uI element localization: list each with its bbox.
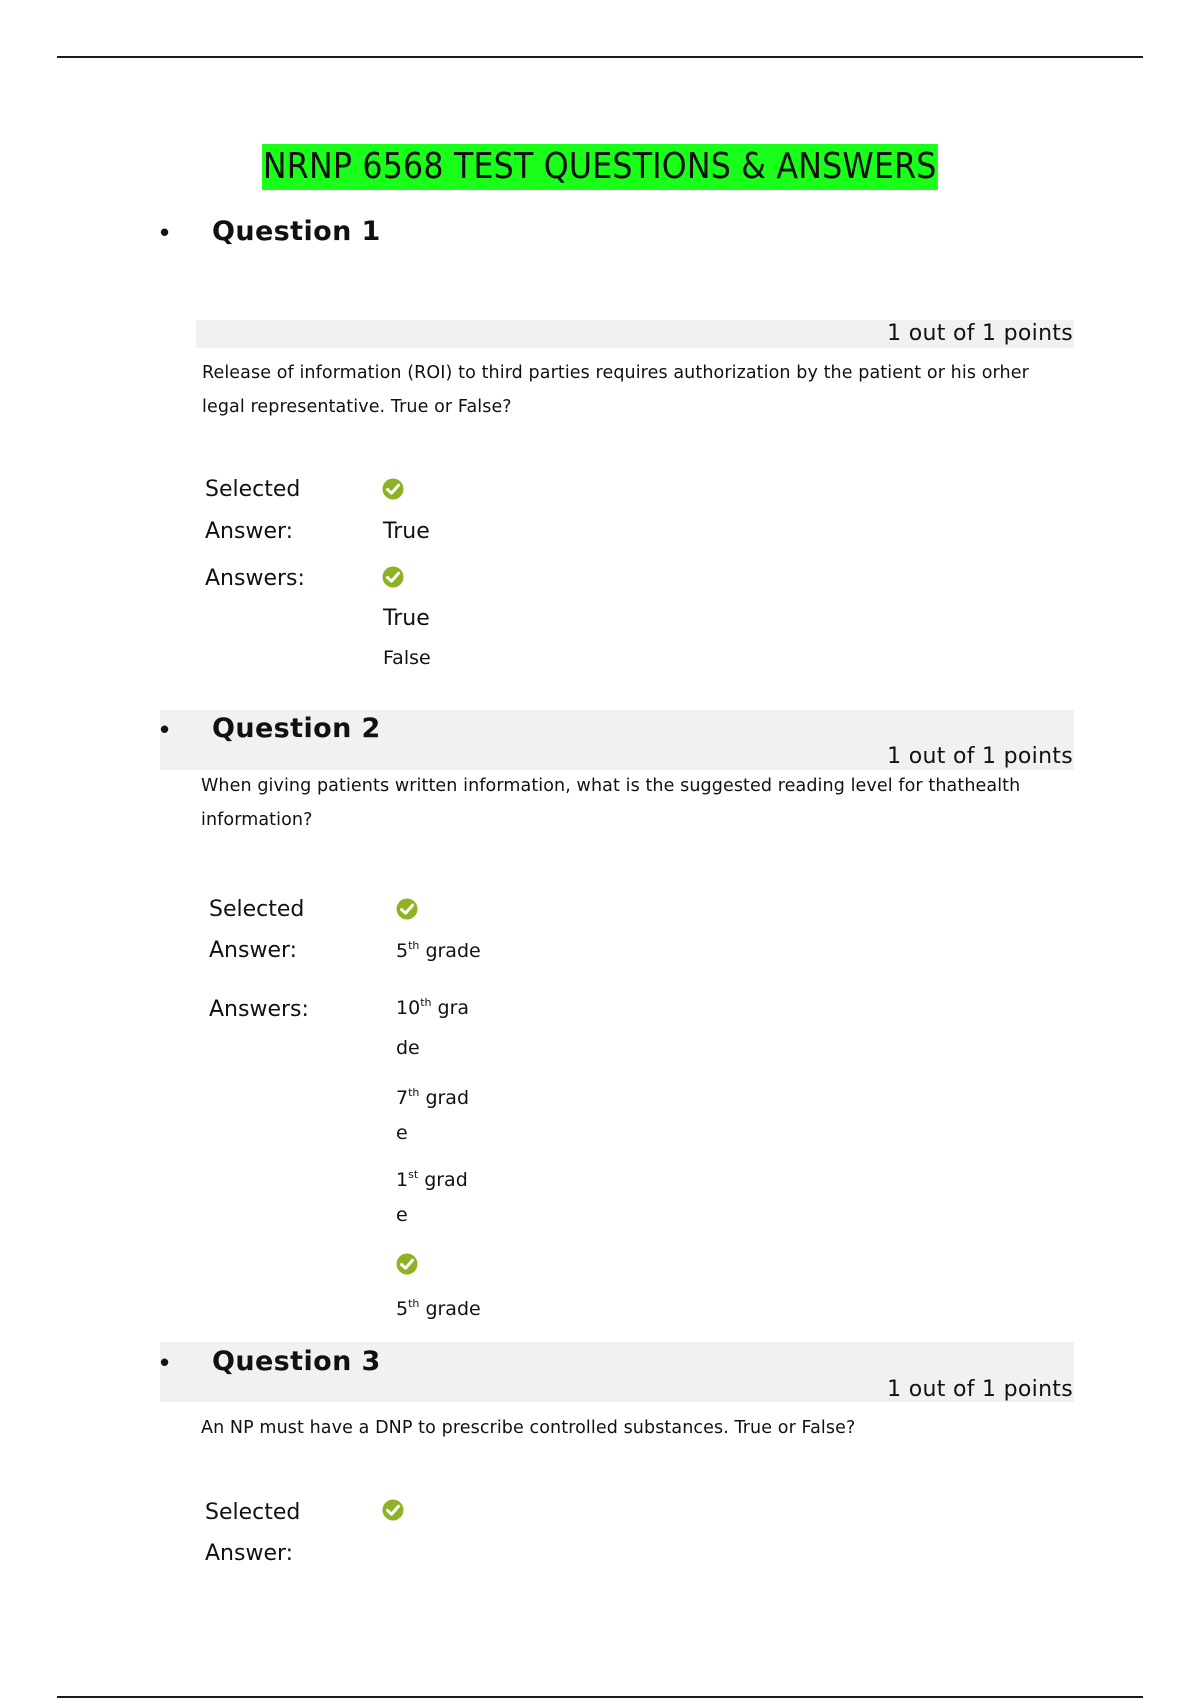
answer-option: 10th gra bbox=[396, 996, 470, 1019]
bullet: • bbox=[160, 1347, 170, 1377]
question-heading: Question 3 bbox=[212, 1346, 381, 1377]
selected-answer-value: True bbox=[383, 519, 430, 544]
question-text bbox=[202, 356, 1082, 424]
check-circle-icon bbox=[396, 898, 418, 920]
bullet: • bbox=[160, 217, 170, 247]
answer-option: 7th grad bbox=[396, 1086, 470, 1109]
answer-option-wrap: de bbox=[396, 1037, 420, 1059]
question-text-line: information? bbox=[201, 810, 313, 830]
selected-label: Selected bbox=[205, 1500, 301, 1525]
question-text-line: legal representative. True or False? bbox=[202, 397, 512, 417]
bullet: • bbox=[160, 714, 170, 744]
points-score: 1 out of 1 points bbox=[887, 744, 1073, 769]
question-text-line: When giving patients written information, what is the suggested reading level for thathealth bbox=[201, 776, 1021, 796]
answer-option: 5th grade bbox=[396, 1297, 481, 1320]
page-title: NRNP 6568 TEST QUESTIONS & ANSWERS bbox=[262, 144, 937, 190]
question-heading: Question 1 bbox=[212, 216, 381, 247]
selected-answer-value: 5th grade bbox=[396, 939, 481, 962]
answer-label: Answer: bbox=[205, 519, 294, 544]
question-text bbox=[201, 769, 1081, 837]
answer-label: Answer: bbox=[205, 1541, 294, 1566]
points-score: 1 out of 1 points bbox=[887, 321, 1073, 346]
question-heading: Question 2 bbox=[212, 713, 381, 744]
title-wrap bbox=[0, 144, 1200, 190]
answer-label: Answer: bbox=[209, 938, 298, 963]
points-score: 1 out of 1 points bbox=[887, 1377, 1073, 1402]
check-circle-icon bbox=[396, 1253, 418, 1275]
answer-option: 1st grad bbox=[396, 1168, 468, 1191]
answer-option-wrap: e bbox=[396, 1122, 408, 1144]
answer-option: False bbox=[383, 647, 431, 669]
bottom-rule bbox=[57, 1696, 1143, 1698]
answers-label: Answers: bbox=[209, 997, 309, 1022]
answer-option-wrap: e bbox=[396, 1204, 408, 1226]
check-circle-icon bbox=[382, 566, 404, 588]
selected-label: Selected bbox=[205, 477, 301, 502]
top-rule bbox=[57, 56, 1143, 58]
question-text-line: An NP must have a DNP to prescribe controlled substances. True or False? bbox=[201, 1418, 856, 1438]
check-circle-icon bbox=[382, 478, 404, 500]
question-text bbox=[201, 1411, 1081, 1445]
answer-option: True bbox=[383, 606, 430, 631]
question-text-line: Release of information (ROI) to third parties requires authorization by the patient or his orher bbox=[202, 363, 1029, 383]
selected-label: Selected bbox=[209, 897, 305, 922]
check-circle-icon bbox=[382, 1499, 404, 1521]
answers-label: Answers: bbox=[205, 566, 305, 591]
